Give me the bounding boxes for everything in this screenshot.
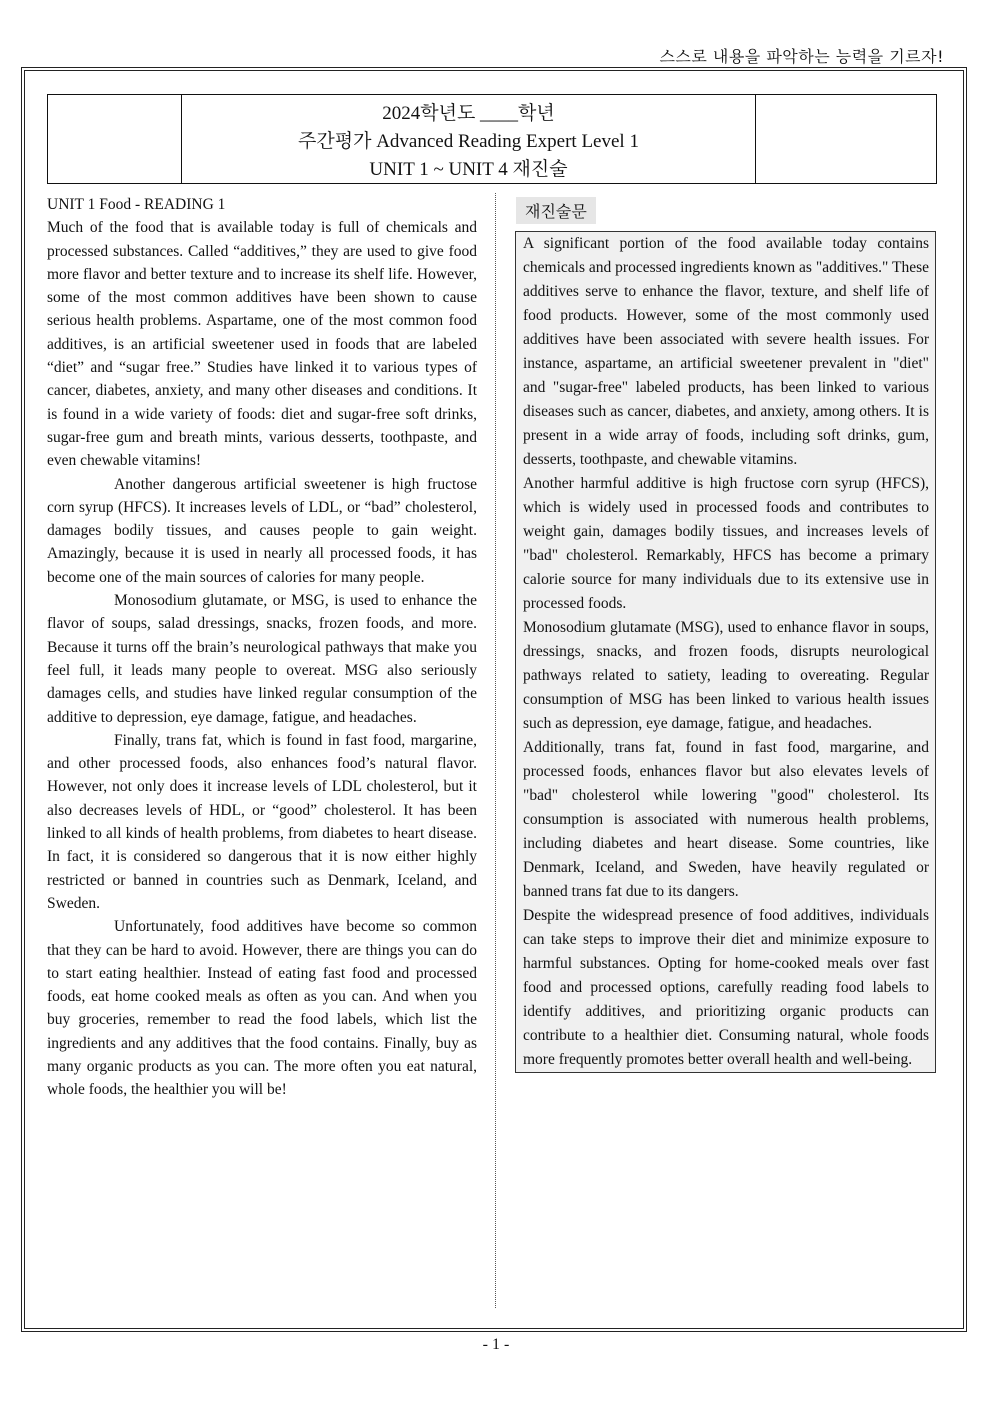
header-right-cell (755, 95, 936, 183)
restatement-paragraph: Monosodium glutamate (MSG), used to enhance flavor in soups, dressings, snacks, and frozen foods, disrupts neurological pathways related to satiety, leading to overeating. Regular consumption of MSG has been linked to various health issues such as depression, eye damage, fatigue, and headaches. (523, 619, 929, 732)
passage-paragraph: Much of the food that is available today is full of chemicals and processed substances. Called “additives,” they are used to give food more flavor and better texture and to increase its shelf life. However, some of the most common additives have been shown to cause serious health problems. Aspartame, one of the most common food additives, is an artificial sweetener used in foods that are labeled “diet” and “sugar free.” Studies have linked it to various types of cancer, diabetes, anxiety, and many other diseases and conditions. It is found in a wide variety of foods: diet and sugar-free soft drinks, sugar-free gum and breath mints, various desserts, toothpaste, and even chewable vitamins! (47, 219, 477, 470)
passage-paragraph: Another dangerous artificial sweetener is high fructose corn syrup (HFCS). It increases levels of LDL, or “bad” cholesterol, damages bodily tissues, and causes people to gain weight. Amazingly, because it is used in nearly all processed foods, it has become one of the main sources of calories for many people. (47, 475, 477, 586)
page-number: - 1 - (482, 1336, 510, 1353)
header-title-cell (182, 95, 755, 183)
header-exam-title: 주간평가 Advanced Reading Expert Level 1 (298, 130, 639, 152)
restatement-paragraph: Additionally, trans fat, found in fast food, margarine, and processed foods, enhances flavor but also elevates levels of "bad" cholesterol while lowering "good" cholesterol. Its consumption is associated with numerous health problems, including diabetes and heart disease. Some countries, like Denmark, Iceland, and Sweden, have heavily regulated or banned trans fat due to its dangers. (523, 739, 929, 900)
column-divider (495, 193, 496, 1308)
motto: 스스로 내용을 파악하는 능력을 기르자! (659, 47, 944, 66)
passage-paragraph: Finally, trans fat, which is found in fast food, margarine, and other processed foods, also enhances food’s natural flavor. However, not only does it increase levels of LDL cholesterol, but it also decreases levels of HDL, or “good” cholesterol. It has been linked to all kinds of health problems, from diabetes to heart disease. In fact, it is considered so dangerous that it is now either highly restricted or banned in countries such as Denmark, Iceland, and Sweden. (47, 731, 477, 912)
restatement-label: 재진술문 (516, 197, 596, 224)
passage-title: UNIT 1 Food - READING 1 (47, 196, 226, 213)
original-passage (47, 193, 477, 1102)
restatement-box (515, 231, 936, 1073)
restatement-paragraph: A significant portion of the food available today contains chemicals and processed ingredients known as "additives." These additives serve to enhance the flavor, texture, and shelf life of food products. However, some of the most commonly used additives have been associated with severe health issues. For instance, aspartame, an artificial sweetener prevalent in "diet" and "sugar-free" labeled products, has been linked to various diseases such as cancer, diabetes, and anxiety, among others. It is present in a wide array of foods, including soft drinks, gum, desserts, toothpaste, and chewable vitamins. (523, 235, 929, 468)
passage-paragraph: Monosodium glutamate, or MSG, is used to enhance the flavor of soups, salad dressings, snacks, frozen foods, and more. Because it turns off the brain’s neurological pathways that make you feel full, it leads many people to overeat. MSG also seriously damages cells, and studies have linked regular consumption of the additive to depression, eye damage, fatigue, and headaches. (47, 592, 477, 726)
header-table (47, 94, 937, 184)
passage-paragraph: Unfortunately, food additives have become so common that they can be hard to avoid. However, there are things you can do to start eating healthier. Instead of eating fast food and processed foods, eat home cooked meals as often as you can. And when you buy groceries, remember to read the food labels, which list the ingredients and any additives that the food contains. Finally, buy as many organic products as you can. The more often you eat natural, whole foods, the healthier you will be! (47, 918, 477, 1099)
header-year: 2024학년도 ____학년 (382, 102, 555, 124)
header-unit-range: UNIT 1 ~ UNIT 4 재진술 (369, 158, 568, 180)
header-left-cell (48, 95, 182, 183)
restatement-paragraph: Despite the widespread presence of food additives, individuals can take steps to improve their diet and minimize exposure to harmful substances. Opting for home-cooked meals over fast food and processed options, carefully reading food labels to identify additives, and prioritizing organic products can contribute to a healthier diet. Consuming natural, whole foods more frequently promotes better overall health and well-being. (523, 907, 929, 1068)
restatement-paragraph: Another harmful additive is high fructose corn syrup (HFCS), which is widely used in processed foods and contributes to weight gain, damages bodily tissues, and increases levels of "bad" cholesterol. Remarkably, HFCS has become a primary calorie source for many individuals due to its extensive use in processed foods. (523, 475, 929, 612)
